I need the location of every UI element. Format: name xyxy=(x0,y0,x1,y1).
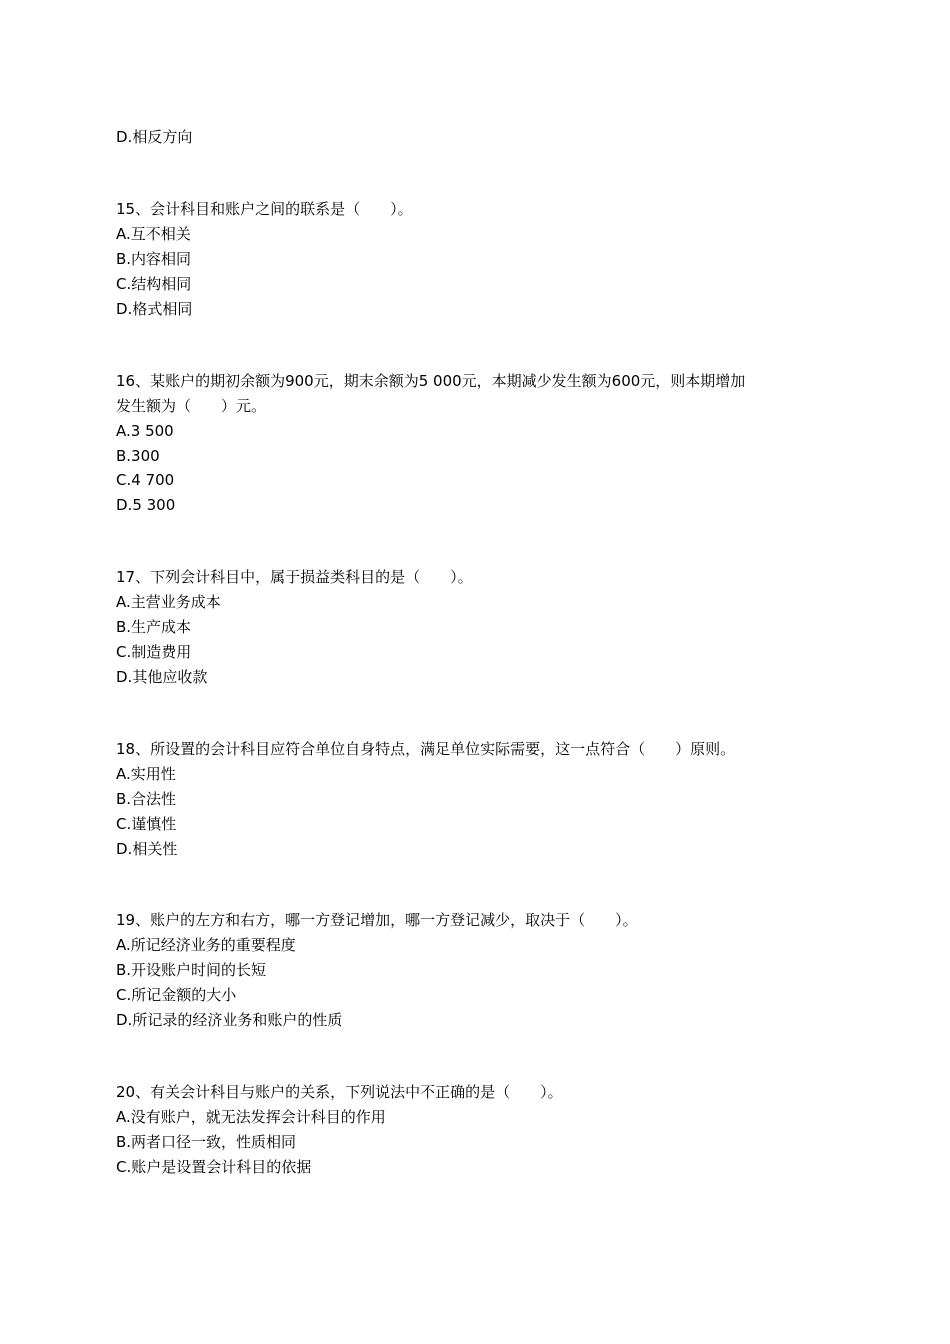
q17-option-b: B.生产成本 xyxy=(116,618,192,636)
q20-stem: 20、有关会计科目与账户的关系，下列说法中不正确的是（ ）。 xyxy=(116,1083,563,1101)
q16-option-b: B.300 xyxy=(116,447,160,465)
q19-option-d: D.所记录的经济业务和账户的性质 xyxy=(116,1011,343,1029)
q20-option-c: C.账户是设置会计科目的依据 xyxy=(116,1158,312,1176)
q19-stem: 19、账户的左方和右方，哪一方登记增加，哪一方登记减少，取决于（ ）。 xyxy=(116,911,638,929)
q19-option-b: B.开设账户时间的长短 xyxy=(116,961,267,979)
q18-stem: 18、所设置的会计科目应符合单位自身特点，满足单位实际需要，这一点符合（ ）原则。 xyxy=(116,740,736,758)
q20-option-a: A.没有账户，就无法发挥会计科目的作用 xyxy=(116,1108,386,1126)
q16-option-c: C.4 700 xyxy=(116,471,175,489)
q17-option-c: C.制造费用 xyxy=(116,643,192,661)
q20-option-b: B.两者口径一致，性质相同 xyxy=(116,1133,297,1151)
q16-option-d: D.5 300 xyxy=(116,496,176,514)
q16-stem-line-1: 16、某账户的期初余额为900元，期末余额为5 000元，本期减少发生额为600元，则本期增加 xyxy=(116,372,746,390)
q19-option-c: C.所记金额的大小 xyxy=(116,986,237,1004)
q15-option-d: D.格式相同 xyxy=(116,300,193,318)
q15-option-b: B.内容相同 xyxy=(116,250,192,268)
q18-option-c: C.谨慎性 xyxy=(116,815,177,833)
q15-option-c: C.结构相同 xyxy=(116,275,192,293)
q17-option-d: D.其他应收款 xyxy=(116,668,208,686)
q14-option-d: D.相反方向 xyxy=(116,128,193,146)
q15-stem: 15、会计科目和账户之间的联系是（ ）。 xyxy=(116,200,413,218)
q16-option-a: A.3 500 xyxy=(116,422,174,440)
q17-stem: 17、下列会计科目中，属于损益类科目的是（ ）。 xyxy=(116,568,473,586)
q18-option-d: D.相关性 xyxy=(116,840,178,858)
q19-option-a: A.所记经济业务的重要程度 xyxy=(116,936,296,954)
q18-option-b: B.合法性 xyxy=(116,790,177,808)
q15-option-a: A.互不相关 xyxy=(116,225,191,243)
q17-option-a: A.主营业务成本 xyxy=(116,593,221,611)
q18-option-a: A.实用性 xyxy=(116,765,176,783)
q16-stem-line-2: 发生额为（ ）元。 xyxy=(116,397,267,415)
